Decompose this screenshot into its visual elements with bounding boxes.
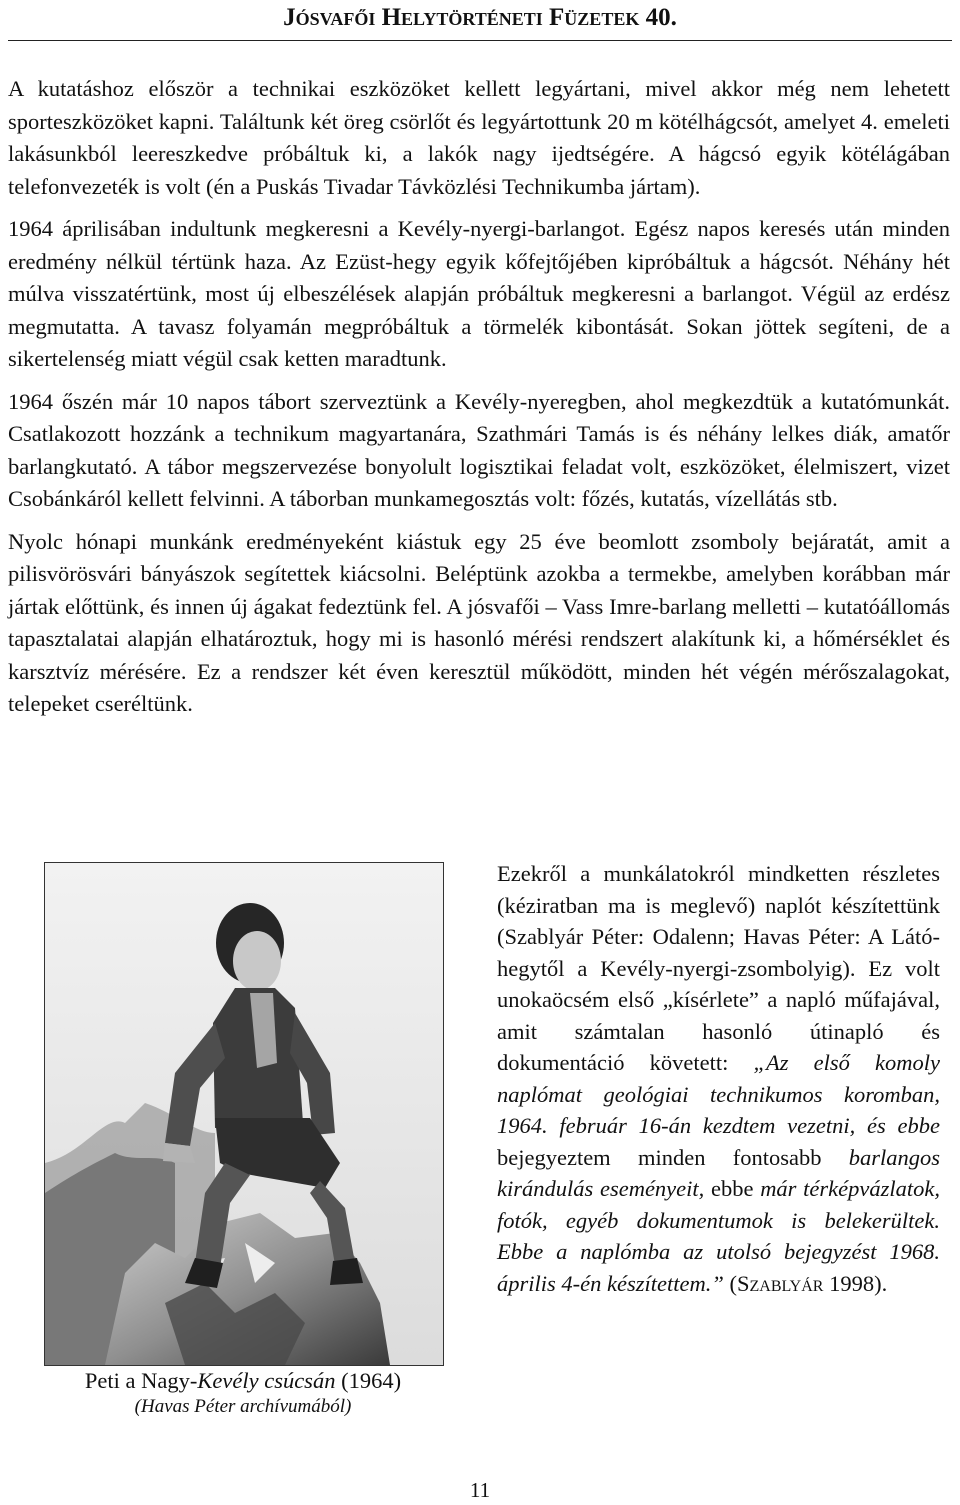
quote-part-1: „Az első komoly naplómat geológiai technikumos koromban, 1964. február 16-án kezdtem vezetni, és ebbe bbox=[497, 1050, 940, 1138]
header-divider bbox=[8, 40, 952, 41]
paragraph-equipment: A kutatáshoz először a technikai eszközöket kellett legyártani, mivel akkor még nem lehetett sporteszközöket kapni. Találtunk két öreg csörlőt és legyártottunk 20 m kötélhágcsót, amelyet 4. emeleti lakásunkból leereszkedve próbáltuk ki, a lakók nagy ijedtségére. A hágcsó egyik kötélágában telefonvezeték is volt (én a Puskás Tivadar Távközlési Technikumba jártam). bbox=[8, 76, 950, 199]
quote-part-2: barlangos kirándulás eseményeit, bbox=[497, 1144, 940, 1201]
page-number: 11 bbox=[469, 1478, 491, 1502]
paragraph-search: 1964 áprilisában indultunk megkeresni a Kevély-nyergi-barlangot. Egész napos keresés után minden eredmény nélkül tértünk haza. Az Ezüst-hegy egyik kőfejtőjében kipróbáltuk a hágcsót. Néhány hét múlva visszatértünk, most új elbeszélések alapján próbáltuk megkeresni a barlangot. Végül az erdész megmutatta. A tavasz folyamán megpróbáltuk a törmelék kibontását. Sokan jöttek segíteni, de a sikertelenség miatt végül csak ketten maradtunk. bbox=[8, 216, 950, 371]
caption-year: (1964) bbox=[335, 1368, 402, 1393]
running-header: Jósvafői Helytörténeti Füzetek 40. bbox=[283, 4, 677, 31]
caption-text: Peti a Nagy- bbox=[84, 1368, 198, 1393]
quote-normal: bejegyeztem minden fontosabb bbox=[497, 1144, 849, 1170]
quote-normal-2: ebbe bbox=[711, 1176, 761, 1201]
quote-part-3: már térképvázlatok, fotók, egyéb dokumentumok is belekerültek. Ebbe a naplómba az utolsó bejegyzést 1968. április 4-én készítettem.” bbox=[497, 1176, 940, 1296]
citation-author: Szablyár bbox=[736, 1270, 824, 1296]
paragraph-diaries bbox=[497, 858, 940, 1299]
citation-year: 1998). bbox=[823, 1270, 888, 1296]
side-text bbox=[497, 858, 940, 1299]
caption-title bbox=[20, 1367, 466, 1395]
paragraph-camp: 1964 őszén már 10 napos tábort szerveztünk a Kevély-nyeregben, ahol megkezdtük a kutatómunkát. Csatlakozott hozzánk a technikum magyartanára, Szathmári Tamás is és néhány lelkes diák, amatőr barlangkutató. A tábor megszervezése bonyolult logisztikai feladat volt, eszközöket, élelmiszert, vizet Csobánkáról kellett felvinni. A táborban munkamegosztás volt: főzés, kutatás, vízellátás stb. bbox=[8, 388, 950, 511]
photo-caption bbox=[20, 1367, 466, 1419]
caption-place: Kevély csúcsán bbox=[197, 1368, 336, 1393]
caption-credit: (Havas Péter archívumából) bbox=[134, 1396, 352, 1417]
main-text bbox=[8, 73, 950, 731]
archival-photo bbox=[44, 862, 444, 1366]
citation-open: ( bbox=[723, 1270, 737, 1296]
diaries-text: Ezekről a munkálatokról mindketten részletes (kéziratban ma is meglevő) naplót készítettünk (Szablyár Péter: Odalenn; Havas Péter: A Látó-hegytől a Kevély-nyergi-zsombolyig). Ez volt unokaöcsém első „kísérlete” a napló műfajával, amit számtalan hasonló útinapló és dokumentáció követett: bbox=[497, 861, 940, 1075]
paragraph-results: Nyolc hónapi munkánk eredményeként kiástuk egy 25 éve beomlott zsomboly bejáratát, amit a pilisvörösvári bányászok segítettek kiácsolni. Beléptünk azokba a termekbe, amelyben korábban már jártak előttünk, és innen új ágakat fedeztünk fel. A jósvafői – Vass Imre-barlang melletti – kutatóállomás tapasztalatai alapján elhatároztuk, hogy mi is hasonló mérési rendszert alakítunk ki, a hőmérséklet és karsztvíz mérésére. Ez a rendszer két éven keresztül működött, minden hét végén mérőszalagokat, telepeket cseréltünk. bbox=[8, 528, 950, 716]
